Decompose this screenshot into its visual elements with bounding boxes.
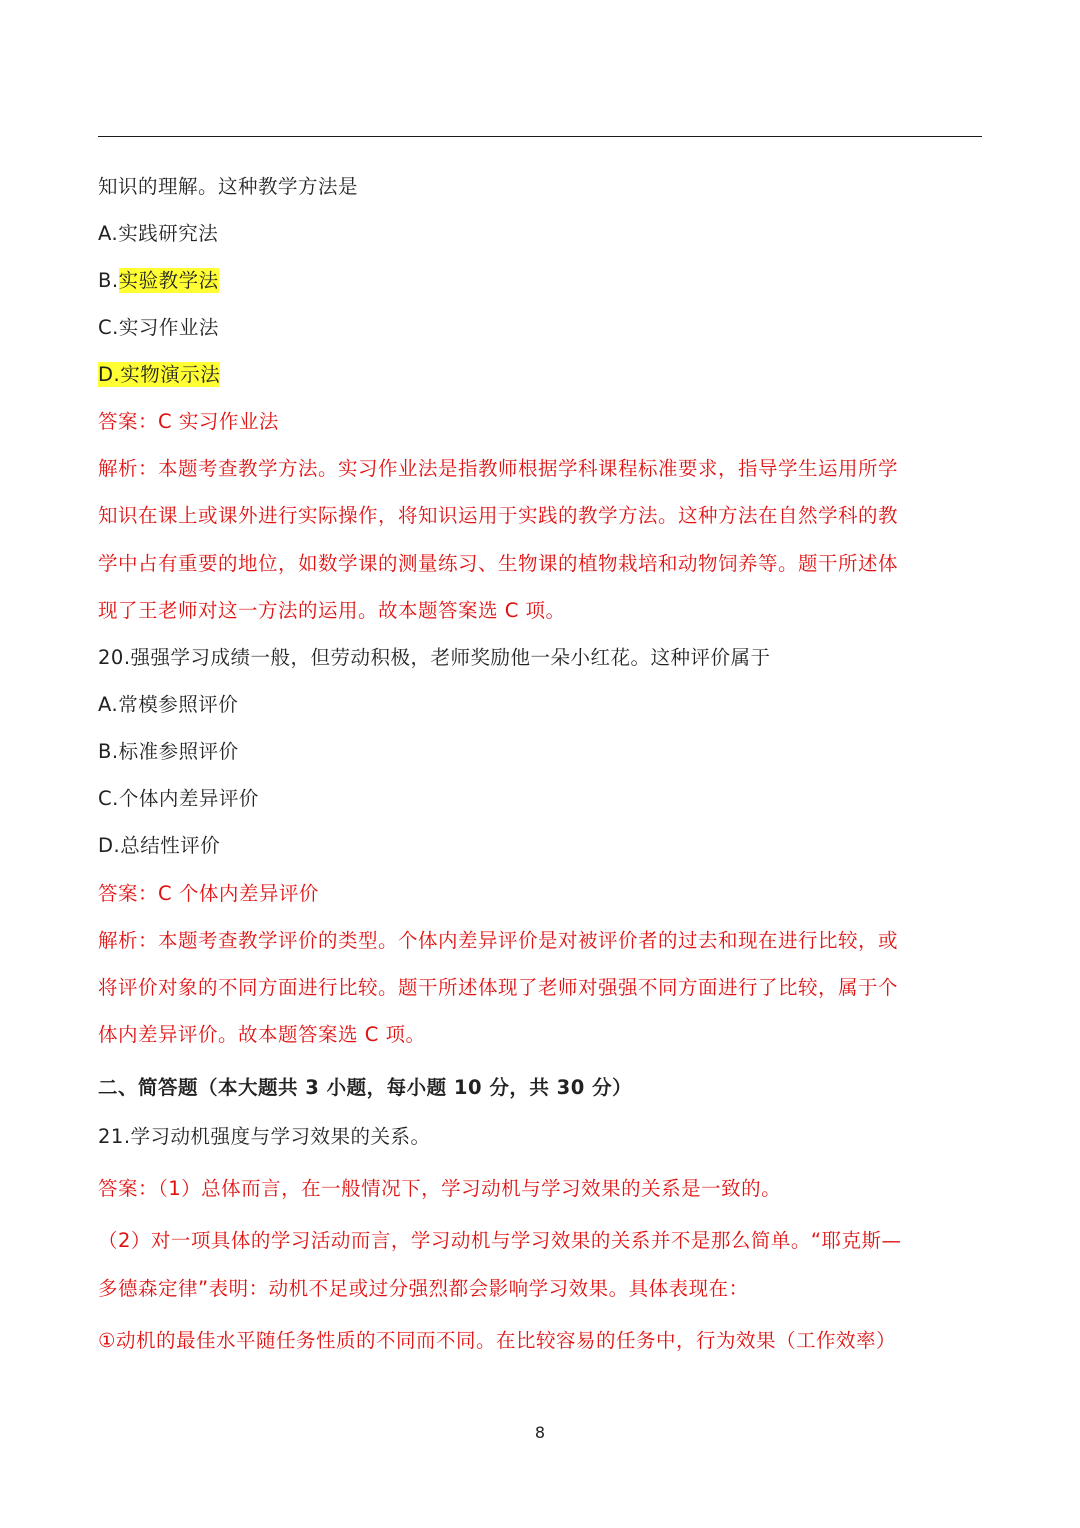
- q20-analysis-line-1: 解析：本题考查教学评价的类型。个体内差异评价是对被评价者的过去和现在进行比较，或: [98, 929, 899, 952]
- option-letter: D.: [98, 834, 121, 857]
- q19-analysis-line-4: 现了王老师对这一方法的运用。故本题答案选 C 项。: [98, 599, 566, 622]
- q20-option-c: [98, 786, 998, 812]
- q21-answer-line-4: ①动机的最佳水平随任务性质的不同而不同。在比较容易的任务中，行为效果（工作效率）: [98, 1329, 896, 1352]
- highlighted-option-letter: D.: [98, 363, 121, 386]
- question-stem-continued: 知识的理解。这种教学方法是: [98, 175, 359, 198]
- q20-option-a: [98, 692, 998, 718]
- option-text: 总结性评价: [120, 834, 221, 857]
- option-text: 个体内差异评价: [118, 787, 259, 810]
- option-letter: B.: [98, 740, 119, 763]
- header-rule: [98, 136, 982, 137]
- option-letter: C.: [98, 316, 119, 339]
- option-letter: C.: [98, 787, 119, 810]
- option-letter: B.: [98, 269, 119, 292]
- q19-analysis-line-2: 知识在课上或课外进行实际操作，将知识运用于实践的教学方法。这种方法在自然学科的教: [98, 504, 899, 527]
- option-letter: A.: [98, 693, 119, 716]
- q21-answer-line-3: 多德森定律”表明：动机不足或过分强烈都会影响学习效果。具体表现在：: [98, 1277, 749, 1300]
- highlighted-option-text: 实验教学法: [118, 269, 219, 292]
- page-number: 8: [534, 1423, 546, 1442]
- q19-option-c: [98, 315, 998, 341]
- q20-stem: 20.强强学习成绩一般，但劳动积极，老师奖励他一朵小红花。这种评价属于: [98, 646, 771, 669]
- option-text: 常模参照评价: [118, 693, 239, 716]
- q20-analysis-line-3: 体内差异评价。故本题答案选 C 项。: [98, 1023, 426, 1046]
- q20-analysis-line-2: 将评价对象的不同方面进行比较。题干所述体现了老师对强强不同方面进行了比较，属于个: [98, 976, 899, 999]
- option-text: 实习作业法: [118, 316, 219, 339]
- q19-answer: 答案：C 实习作业法: [98, 410, 279, 433]
- option-letter: A.: [98, 222, 119, 245]
- section-heading: 二、简答题（本大题共 3 小题，每小题 10 分，共 30 分）: [98, 1076, 633, 1099]
- q19-analysis-line-3: 学中占有重要的地位，如数学课的测量练习、生物课的植物栽培和动物饲养等。题干所述体: [98, 552, 899, 575]
- q19-option-d: [98, 362, 998, 388]
- q19-analysis-line-1: 解析：本题考查教学方法。实习作业法是指教师根据学科课程标准要求，指导学生运用所学: [98, 457, 899, 480]
- q19-option-b: [98, 268, 998, 294]
- q21-stem: 21.学习动机强度与学习效果的关系。: [98, 1125, 431, 1148]
- q21-answer-line-1: 答案：（1）总体而言，在一般情况下，学习动机与学习效果的关系是一致的。: [98, 1177, 782, 1200]
- q19-option-a: [98, 221, 998, 247]
- option-text: 标准参照评价: [118, 740, 239, 763]
- option-text: 实践研究法: [118, 222, 219, 245]
- q20-answer: 答案：C 个体内差异评价: [98, 882, 319, 905]
- q20-option-d: [98, 833, 998, 859]
- highlighted-option-text: 实物演示法: [120, 363, 221, 386]
- q20-option-b: [98, 739, 998, 765]
- q21-answer-line-2: （2）对一项具体的学习活动而言，学习动机与学习效果的关系并不是那么简单。“耶克斯—: [98, 1229, 902, 1252]
